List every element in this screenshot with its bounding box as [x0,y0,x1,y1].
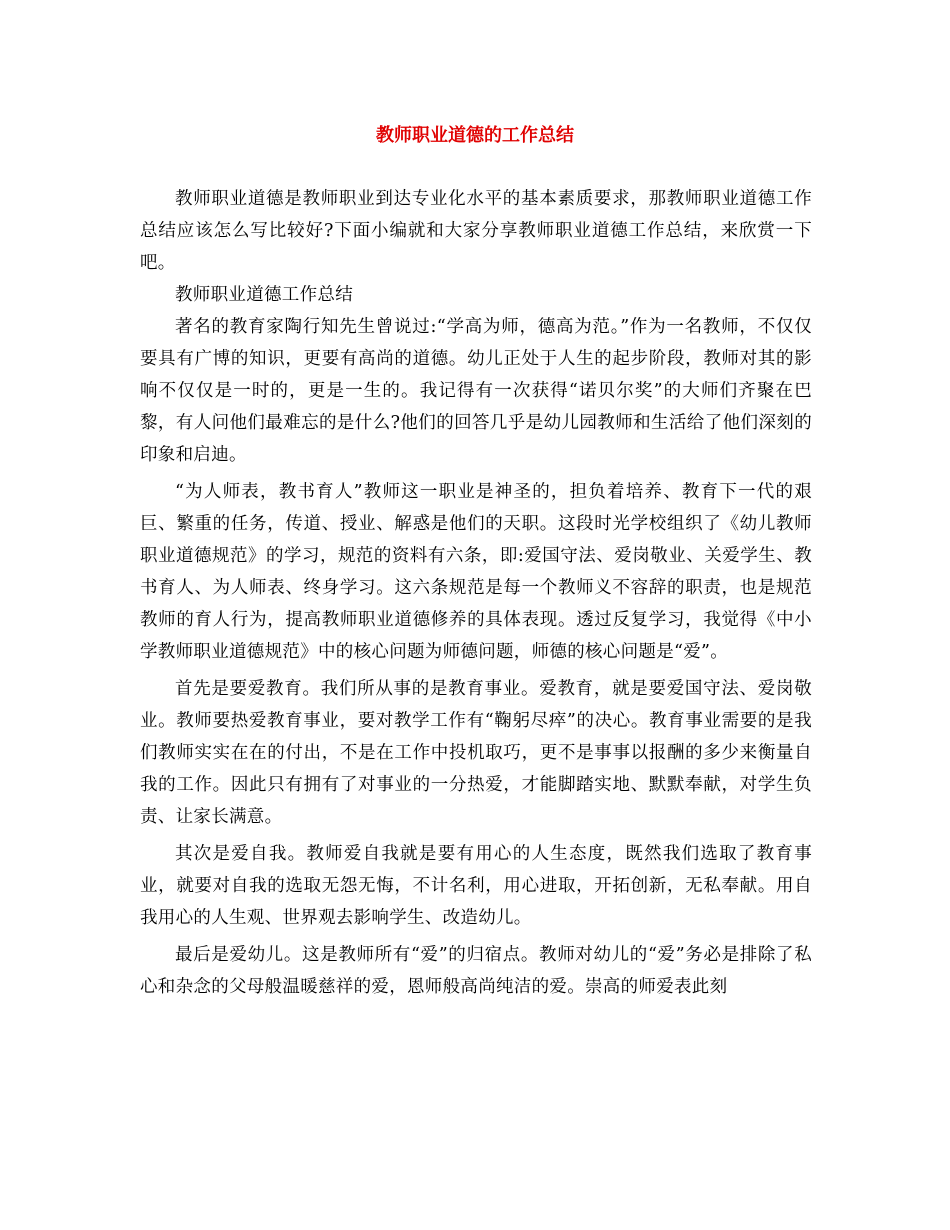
document-body [140,183,812,1003]
paragraph-subtitle: 教师职业道德工作总结 [175,285,353,305]
paragraph-love-education: 首先是要爱教育。我们所从事的是教育事业。爱教育，就是要爱国守法、爱岗敬业。教师要热爱教育事业，要对教学工作有“鞠躬尽瘁”的决心。教育事业需要的是我们教师实实在在的付出，不是在工作中投机取巧，更不是事事以报酬的多少来衡量自我的工作。因此只有拥有了对事业的一分热爱，才能脚踏实地、默默奉献，对学生负责、让家长满意。 [140,679,812,827]
paragraph-role-model: “为人师表，教书育人”教师这一职业是神圣的，担负着培养、教育下一代的艰巨、繁重的任务，传道、授业、解惑是他们的天职。这段时光学校组织了《幼儿教师职业道德规范》的学习，规范的资料有六条，即:爱国守法、爱岗敬业、关爱学生、教书育人、为人师表、终身学习。这六条规范是每一个教师义不容辞的职责，也是规范教师的育人行为，提高教师职业道德修养的具体表现。透过反复学习，我觉得《中小学教师职业道德规范》中的核心问题为师德问题，师德的核心问题是“爱”。 [140,482,812,662]
paragraph-love-children: 最后是爱幼儿。这是教师所有“爱”的归宿点。教师对幼儿的“爱”务必是排除了私心和杂念的父母般温暖慈祥的爱，恩师般高尚纯洁的爱。崇高的师爱表此刻 [140,945,812,997]
document-title: 教师职业道德的工作总结 [376,125,574,146]
paragraph-tao-xingzhi: 著名的教育家陶行知先生曾说过:“学高为师，德高为范。”作为一名教师，不仅仅要具有广博的知识，更要有高尚的道德。幼儿正处于人生的起步阶段，教师对其的影响不仅仅是一时的，更是一生的。我记得有一次获得“诺贝尔奖”的大师们齐聚在巴黎，有人问他们最难忘的是什么?他们的回答几乎是幼儿园教师和生活给了他们深刻的印象和启迪。 [140,317,812,465]
paragraph-intro: 教师职业道德是教师职业到达专业化水平的基本素质要求，那教师职业道德工作总结应该怎么写比较好?下面小编就和大家分享教师职业道德工作总结，来欣赏一下吧。 [140,189,812,273]
paragraph-love-self: 其次是爱自我。教师爱自我就是要有用心的人生态度，既然我们选取了教育事业，就要对自我的选取无怨无悔，不计名利，用心进取，开拓创新，无私奉献。用自我用心的人生观、世界观去影响学生、改造幼儿。 [140,844,812,928]
